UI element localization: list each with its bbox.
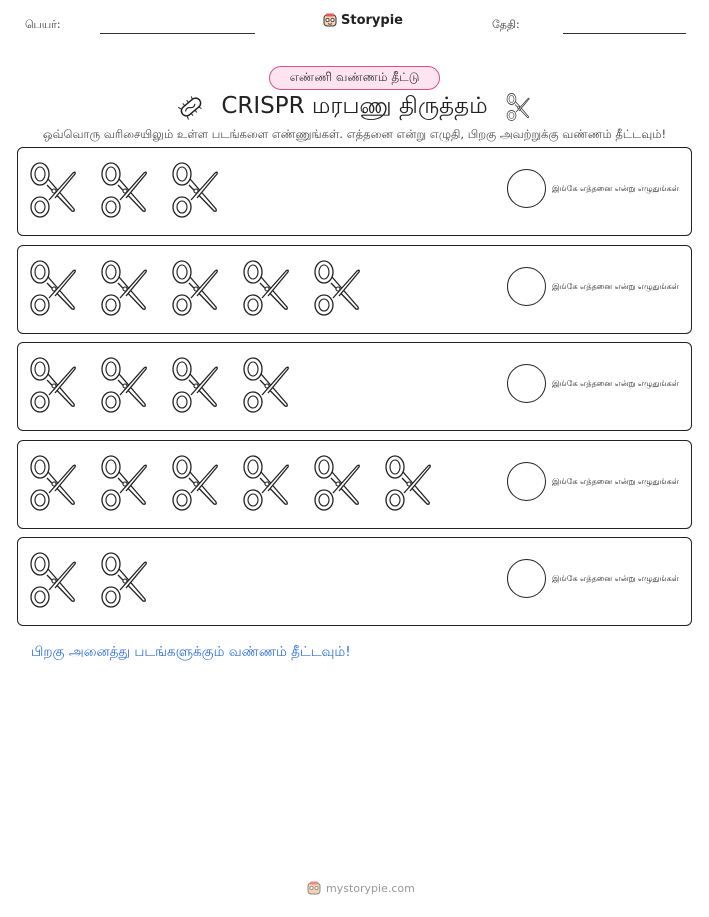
scissors-icon[interactable]: [99, 355, 149, 415]
row-items: [28, 160, 220, 220]
counting-row: [17, 440, 692, 529]
answer-label: இங்கே எத்தனை என்று எழுதுங்கள்: [552, 379, 679, 389]
scissors-icon[interactable]: [99, 258, 149, 318]
name-line[interactable]: [100, 33, 255, 34]
counting-row: [17, 342, 692, 431]
answer-circle[interactable]: [507, 559, 546, 598]
scissors-icon[interactable]: [170, 355, 220, 415]
footer-note: பிறகு அனைத்து படங்களுக்கும் வண்ணம் தீட்டவும்!: [31, 644, 351, 660]
scissors-icon: [503, 92, 533, 122]
scissors-icon[interactable]: [170, 258, 220, 318]
scissors-icon[interactable]: [241, 258, 291, 318]
row-items: [28, 550, 149, 610]
instructions: ஒவ்வொரு வரிசையிலும் உள்ள படங்களை எண்ணுங்கள். எத்தனை என்று எழுதி, பிறகு அவற்றுக்கு வண்ணம் தீட்டவும்!: [42, 127, 667, 141]
site-footer: [306, 880, 415, 896]
scissors-icon[interactable]: [99, 453, 149, 513]
scissors-icon[interactable]: [28, 258, 78, 318]
activity-badge: எண்ணி வண்ணம் தீட்டு: [269, 66, 440, 90]
scissors-icon[interactable]: [312, 258, 362, 318]
scissors-icon[interactable]: [170, 160, 220, 220]
scissors-icon[interactable]: [28, 550, 78, 610]
storypie-mascot-icon: [322, 12, 338, 28]
storypie-mascot-icon: [306, 880, 322, 896]
page-title: CRISPR மரபணு திருத்தம்: [221, 92, 488, 119]
answer-label: இங்கே எத்தனை என்று எழுதுங்கள்: [552, 184, 679, 193]
row-items: [28, 258, 362, 318]
row-items: [28, 453, 433, 513]
scissors-icon[interactable]: [28, 160, 78, 220]
answer-circle[interactable]: [507, 267, 546, 306]
scissors-icon[interactable]: [170, 453, 220, 513]
answer-circle[interactable]: [507, 169, 546, 208]
scissors-icon[interactable]: [99, 550, 149, 610]
counting-row: [17, 537, 692, 626]
title-row: [0, 92, 709, 124]
date-label: தேதி:: [492, 18, 520, 31]
logo-text: Storypie: [341, 12, 403, 28]
date-line[interactable]: [563, 33, 686, 34]
scissors-icon[interactable]: [99, 160, 149, 220]
answer-circle[interactable]: [507, 364, 546, 403]
counting-row: [17, 147, 692, 236]
answer-label: இங்கே எத்தனை என்று எழுதுங்கள்: [552, 281, 679, 291]
scissors-icon[interactable]: [28, 453, 78, 513]
scissors-icon[interactable]: [383, 453, 433, 513]
counting-rows: [17, 147, 692, 635]
scissors-icon[interactable]: [312, 453, 362, 513]
scissors-icon[interactable]: [241, 453, 291, 513]
scissors-icon[interactable]: [28, 355, 78, 415]
answer-label: இங்கே எத்தனை என்று எழுதுங்கள்: [552, 476, 679, 486]
scissors-icon[interactable]: [241, 355, 291, 415]
answer-label: இங்கே எத்தனை என்று எழுதுங்கள்: [552, 574, 679, 584]
site-url: mystorypie.com: [326, 881, 415, 895]
storypie-logo: [322, 12, 403, 28]
bacterium-icon: [176, 92, 206, 122]
row-items: [28, 355, 291, 415]
counting-row: [17, 245, 692, 334]
name-label: பெயர்:: [25, 18, 61, 31]
answer-circle[interactable]: [507, 462, 546, 501]
